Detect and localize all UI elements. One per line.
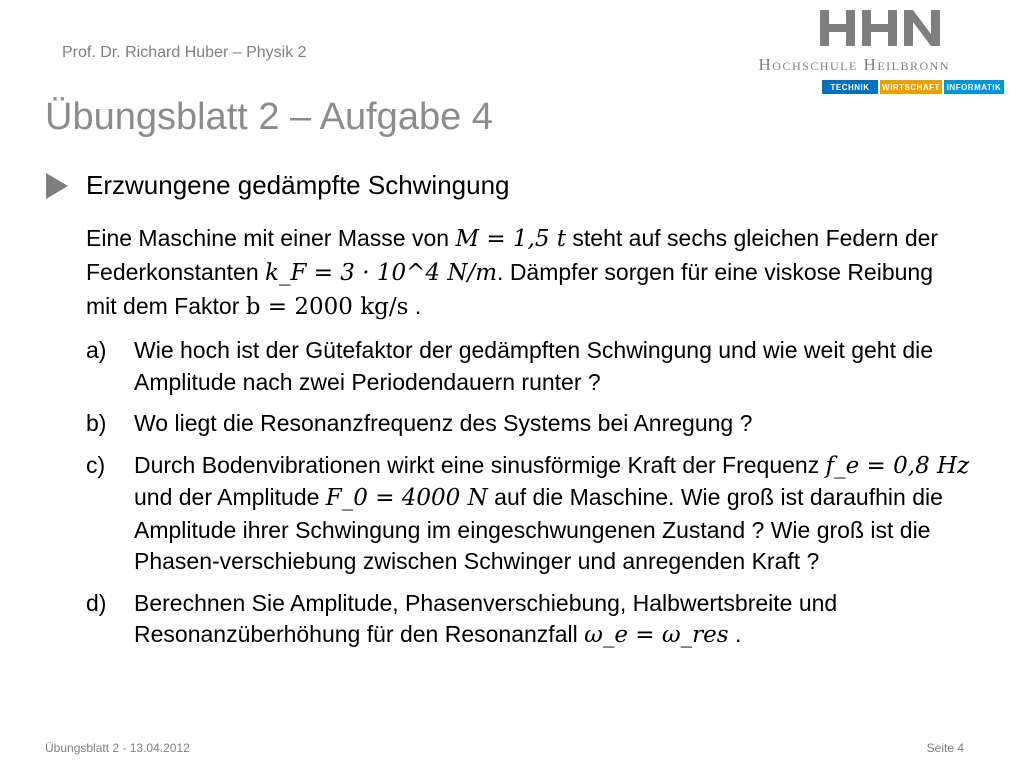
task-d-text-2: .: [734, 621, 742, 647]
task-label: c): [86, 451, 106, 478]
intro-text-3: . Dämpfer sorgen für eine viskose Reibung mit dem Faktor: [86, 259, 933, 319]
frequency-equation: f_e = 0,8 Hz: [825, 452, 970, 479]
damping-equation: b = 2000 kg/s: [245, 294, 409, 320]
mass-equation: M = 1,5 t: [455, 226, 567, 252]
task-item-a: [86, 335, 976, 398]
logo-wordmark: Hochschule Heilbronn: [758, 55, 950, 74]
task-label: d): [86, 589, 107, 616]
task-c-text-2: und der Amplitude: [134, 484, 320, 510]
hhn-logo-mark: [820, 10, 950, 46]
task-label: b): [86, 410, 107, 436]
task-text: Wo liegt die Resonanzfrequenz des Systems bei Anregung ?: [134, 410, 753, 436]
bar-informatik: INFORMATIK: [944, 80, 1004, 94]
intro-text-1: Eine Maschine mit einer Masse von: [86, 225, 450, 251]
section-heading: Erzwungene gedämpfte Schwingung: [86, 170, 510, 200]
spring-constant-equation: k_F = 3 · 10^4 N/m: [265, 260, 498, 286]
task-c-text-1: Durch Bodenvibrationen wirkt eine sinusförmige Kraft der Frequenz: [134, 451, 820, 478]
resonance-equation: ω_e = ω_res: [584, 622, 729, 648]
hhn-logo: [758, 10, 1002, 94]
bar-technik: TECHNIK: [822, 80, 878, 94]
task-intro: [86, 222, 966, 324]
footer-date: Übungsblatt 2 - 13.04.2012: [45, 741, 190, 755]
task-d-text-1: Berechnen Sie Amplitude, Phasenverschiebung, Halbwertsbreite und Resonanzüberhöhung für den Resonanzfall: [134, 589, 838, 647]
task-text: [134, 588, 976, 652]
task-label: a): [86, 337, 107, 363]
header-author-line: Prof. Dr. Richard Huber – Physik 2: [62, 44, 307, 61]
task-text: Wie hoch ist der Gütefaktor der gedämpften Schwingung und wie weit geht die Amplitude nach zwei Periodendauern runter ?: [134, 337, 934, 395]
task-item-b: [86, 408, 976, 440]
slide-title: Übungsblatt 2 – Aufgabe 4: [45, 96, 493, 138]
task-text: [134, 450, 976, 578]
footer-page-number: Seite 4: [926, 741, 964, 755]
task-item-c: [86, 450, 976, 578]
bullet-triangle-icon: [46, 173, 68, 199]
task-item-d: [86, 588, 976, 652]
intro-text-4: .: [414, 293, 422, 319]
bar-wirtschaft: WIRTSCHAFT: [880, 80, 942, 94]
section-heading-row: [46, 170, 510, 201]
amplitude-equation: F_0 = 4000 N: [325, 485, 488, 511]
intro-text-2: steht auf sechs gleichen Federn der Federkonstanten: [86, 225, 939, 285]
logo-faculty-bars: [822, 80, 1004, 94]
task-c-text-3: auf die Maschine. Wie groß ist daraufhin die Amplitude ihrer Schwingung im eingeschwungenen Zustand ? Wie groß ist die Phasen-verschiebung zwischen Schwinger und anregenden Kraft ?: [134, 484, 943, 574]
task-list: [86, 335, 976, 662]
